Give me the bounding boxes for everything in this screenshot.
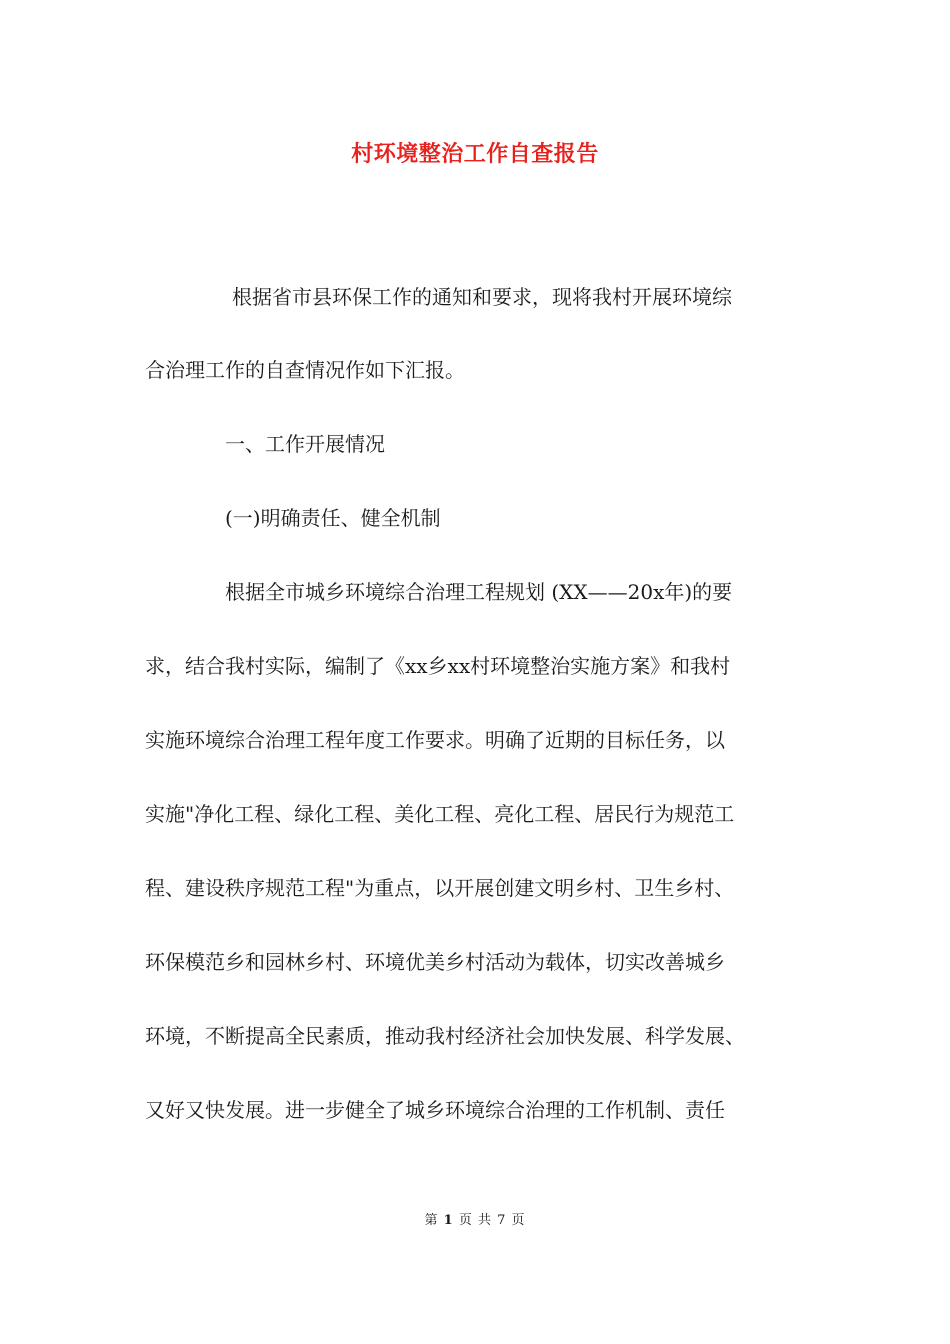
page-footer — [0, 1209, 950, 1228]
total-pages-number: 7 — [497, 1213, 507, 1228]
paragraph-line: 又好又快发展。进一步健全了城乡环境综合治理的工作机制、责任 — [145, 1098, 725, 1122]
paragraph-line: 环保模范乡和园林乡村、环境优美乡村活动为载体，切实改善城乡 — [145, 950, 725, 974]
paragraph-line: 实施"净化工程、绿化工程、美化工程、亮化工程、居民行为规范工 — [145, 802, 735, 826]
paragraph-line: 求，结合我村实际，编制了《xx乡xx村环境整治实施方案》和我村 — [145, 654, 731, 678]
document-title: 村环境整治工作自查报告 — [351, 141, 599, 167]
footer-middle: 页 共 — [458, 1213, 492, 1228]
current-page-number: 1 — [443, 1213, 454, 1228]
section-heading: 一、工作开展情况 — [225, 432, 385, 456]
paragraph-line: 程、建设秩序规范工程"为重点，以开展创建文明乡村、卫生乡村、 — [145, 876, 735, 900]
subsection-heading: (一)明确责任、健全机制 — [225, 506, 441, 530]
footer-suffix: 页 — [511, 1213, 526, 1228]
paragraph-line: 环境，不断提高全民素质，推动我村经济社会加快发展、科学发展、 — [145, 1024, 745, 1048]
paragraph-line: 合治理工作的自查情况作如下汇报。 — [145, 358, 465, 382]
paragraph-line: 实施环境综合治理工程年度工作要求。明确了近期的目标任务，以 — [145, 728, 725, 752]
paragraph-line: 根据全市城乡环境综合治理工程规划 (XX——20x年)的要 — [225, 580, 733, 604]
footer-prefix: 第 — [424, 1213, 439, 1228]
paragraph-line: 根据省市县环保工作的通知和要求，现将我村开展环境综 — [232, 285, 732, 309]
